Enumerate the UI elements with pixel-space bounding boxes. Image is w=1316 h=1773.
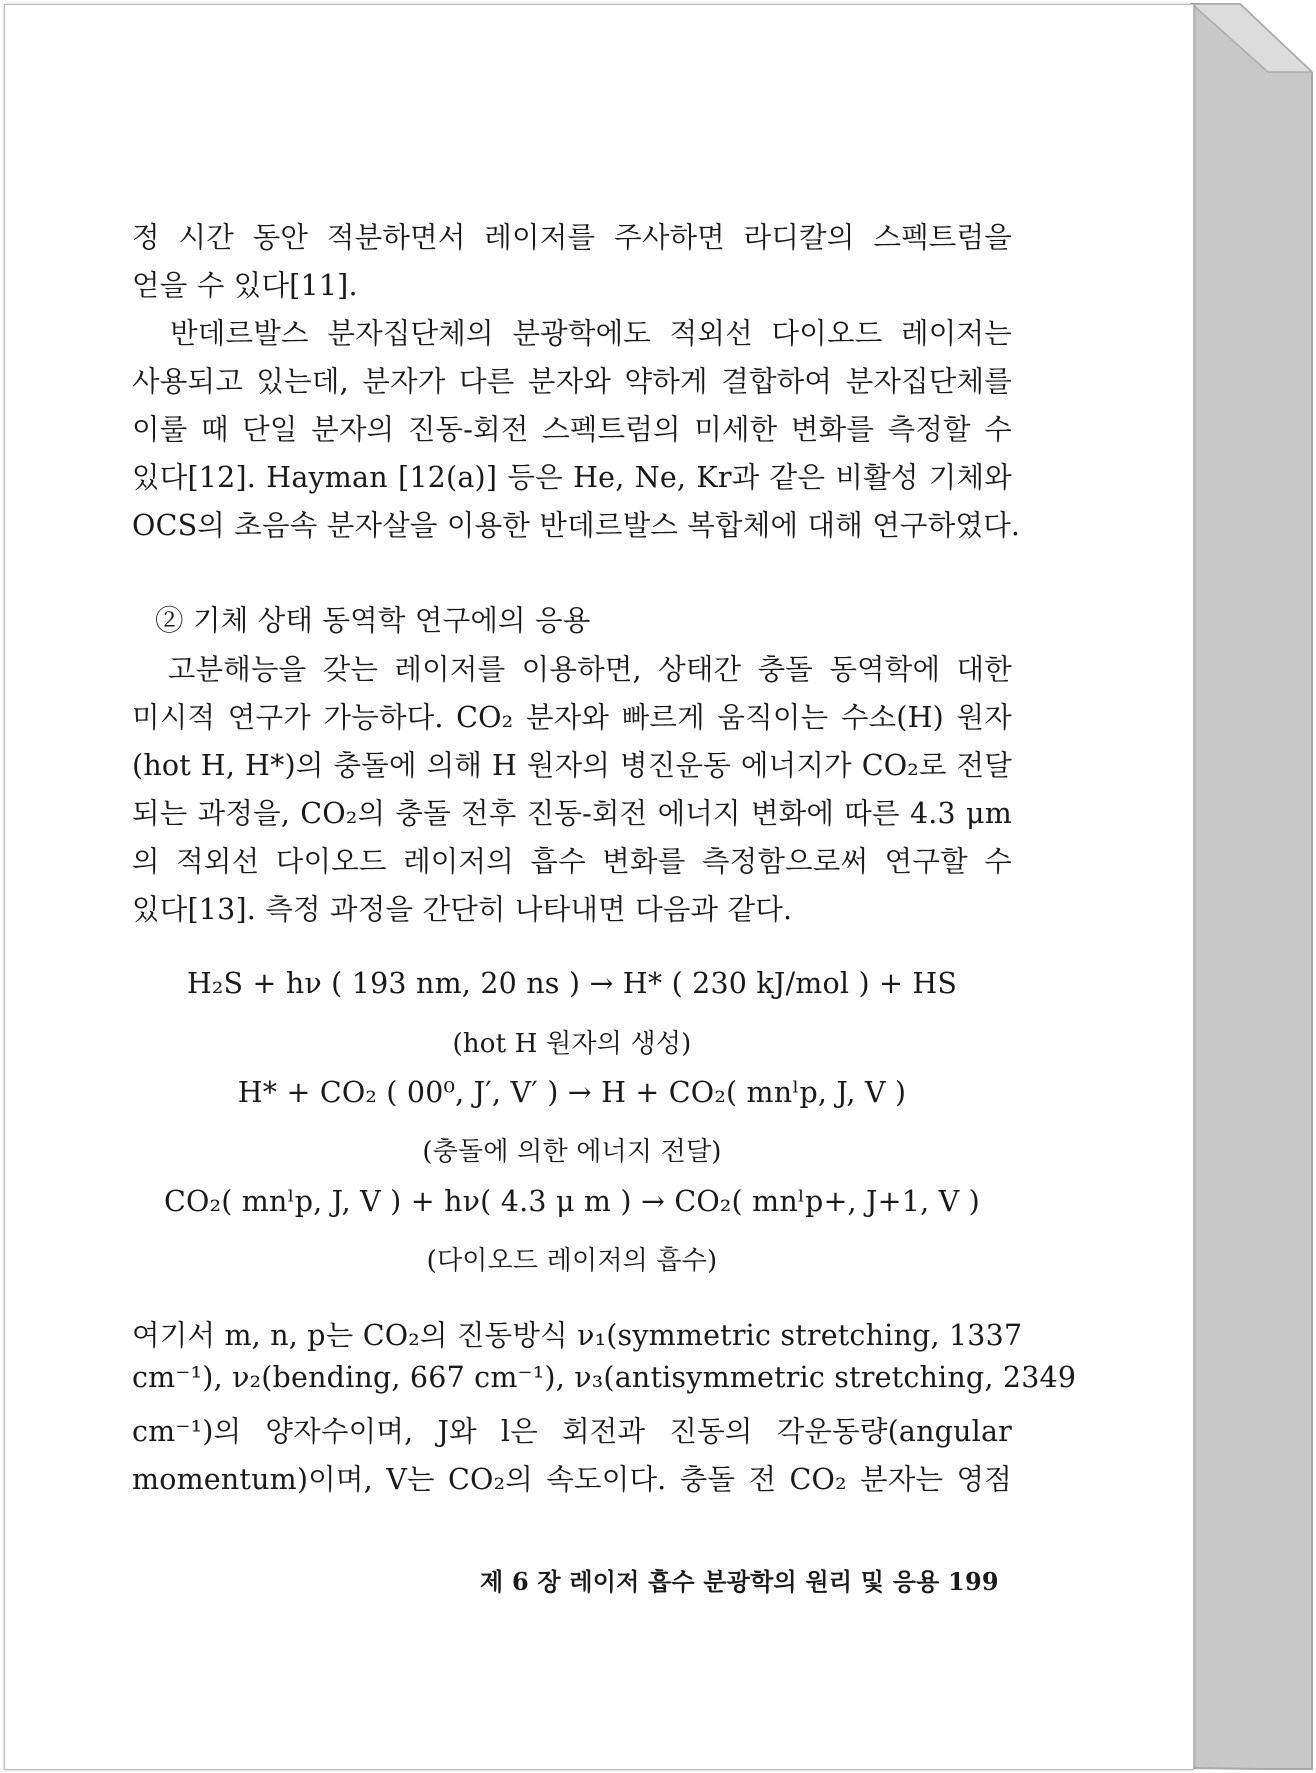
page-footer: 제 6 장 레이저 흡수 분광학의 원리 및 응용 199 — [480, 1567, 999, 1596]
equation-caption: (hot H 원자의 생성) — [452, 1029, 692, 1059]
body-line: cm⁻¹)의 양자수이며, J와 l은 회전과 진동의 각운동량(angular — [132, 1415, 1012, 1448]
body-line: 사용되고 있는데, 분자가 다른 분자와 약하게 결합하여 분자집단체를 — [132, 365, 1012, 398]
body-line: 있다[12]. Hayman [12(a)] 등은 He, Ne, Kr과 같은 비활성 기체와 — [132, 461, 1012, 494]
body-line: 여기서 m, n, p는 CO₂의 진동방식 ν₁(symmetric stretching, 1337 — [132, 1319, 1023, 1352]
equation: CO₂( mnˡp, J, V ) + hν( 4.3 μ m ) → CO₂( mnˡp+, J+1, V ) — [164, 1185, 980, 1218]
equation: H₂S + hν ( 193 nm, 20 ns ) → H* ( 230 kJ/mol ) + HS — [186, 967, 958, 1000]
body-line: (hot H, H*)의 충돌에 의해 H 원자의 병진운동 에너지가 CO₂로 전달 — [132, 749, 1012, 782]
body-line: 미시적 연구가 가능하다. CO₂ 분자와 빠르게 움직이는 수소(H) 원자 — [132, 701, 1012, 734]
equation-caption: (충돌에 의한 에너지 전달) — [422, 1137, 722, 1167]
body-line: 이룰 때 단일 분자의 진동-회전 스펙트럼의 미세한 변화를 측정할 수 — [132, 413, 1012, 446]
equation-caption: (다이오드 레이저의 흡수) — [426, 1246, 718, 1276]
body-line: 되는 과정을, CO₂의 충돌 전후 진동-회전 에너지 변화에 따른 4.3 μm — [132, 797, 1012, 830]
body-line: 반데르발스 분자집단체의 분광학에도 적외선 다이오드 레이저는 — [132, 317, 1012, 350]
body-line: momentum)이며, V는 CO₂의 속도이다. 충돌 전 CO₂ 분자는 영점 — [132, 1463, 1012, 1496]
equation: H* + CO₂ ( 00⁰, J′, V′ ) → H + CO₂( mnˡp, J, V ) — [237, 1076, 907, 1109]
body-line: 고분해능을 갖는 레이저를 이용하면, 상태간 충돌 동역학에 대한 — [132, 653, 1012, 686]
body-line: 의 적외선 다이오드 레이저의 흡수 변화를 측정함으로써 연구할 수 — [132, 845, 1012, 878]
section-heading: ② 기체 상태 동역학 연구에의 응용 — [155, 604, 591, 637]
body-line: 있다[13]. 측정 과정을 간단히 나타내면 다음과 같다. — [132, 893, 793, 926]
body-line: cm⁻¹), ν₂(bending, 667 cm⁻¹), ν₃(antisymmetric stretching, 2349 — [132, 1361, 1077, 1394]
body-line: OCS의 초음속 분자살을 이용한 반데르발스 복합체에 대해 연구하였다. — [132, 509, 1021, 542]
body-line: 정 시간 동안 적분하면서 레이저를 주사하면 라디칼의 스펙트럼을 — [132, 221, 1012, 254]
body-line: 얻을 수 있다[11]. — [132, 269, 358, 302]
